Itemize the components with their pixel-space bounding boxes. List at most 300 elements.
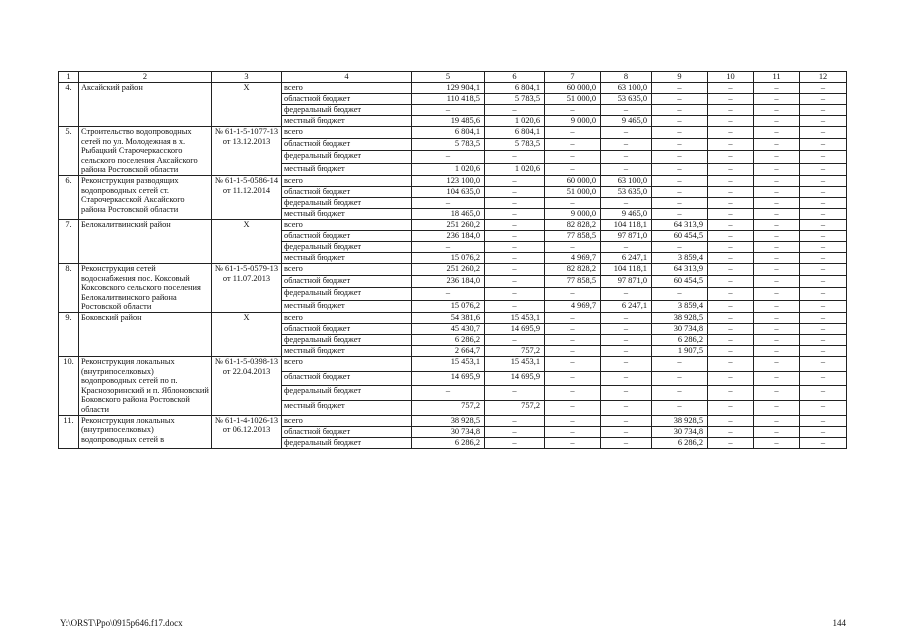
amount-cell: –: [601, 288, 652, 300]
amount-cell: 6 286,2: [652, 437, 708, 448]
amount-cell: 6 804,1: [485, 83, 545, 94]
amount-cell: –: [708, 415, 754, 426]
amount-cell: –: [485, 186, 545, 197]
column-number-header: 7: [545, 72, 601, 83]
amount-cell: –: [754, 116, 800, 127]
amount-cell: 4 969,7: [545, 252, 601, 263]
funding-source: областной бюджет: [282, 426, 412, 437]
amount-cell: 6 286,2: [652, 334, 708, 345]
amount-cell: –: [708, 334, 754, 345]
amount-cell: 63 100,0: [601, 83, 652, 94]
amount-cell: –: [754, 300, 800, 312]
amount-cell: –: [545, 105, 601, 116]
expertise-document: Х: [212, 83, 282, 127]
amount-cell: –: [754, 105, 800, 116]
amount-cell: –: [754, 345, 800, 356]
funding-source: всего: [282, 175, 412, 186]
amount-cell: –: [708, 127, 754, 139]
amount-cell: –: [800, 105, 847, 116]
amount-cell: 54 381,6: [412, 312, 485, 323]
amount-cell: –: [485, 219, 545, 230]
amount-cell: –: [800, 276, 847, 288]
amount-cell: 51 000,0: [545, 186, 601, 197]
row-number: 11.: [59, 415, 79, 448]
amount-cell: 63 100,0: [601, 175, 652, 186]
amount-cell: 236 184,0: [412, 276, 485, 288]
footer-page-number: 144: [832, 618, 846, 628]
amount-cell: –: [601, 163, 652, 175]
row-number: 8.: [59, 263, 79, 312]
amount-cell: –: [800, 186, 847, 197]
amount-cell: 64 313,9: [652, 219, 708, 230]
amount-cell: –: [545, 139, 601, 151]
amount-cell: 77 858,5: [545, 276, 601, 288]
expertise-document: № 61-1-5-0398-13 от 22.04.2013: [212, 356, 282, 415]
amount-cell: –: [800, 415, 847, 426]
amount-cell: –: [800, 127, 847, 139]
amount-cell: –: [485, 241, 545, 252]
amount-cell: 15 076,2: [412, 300, 485, 312]
amount-cell: 15 076,2: [412, 252, 485, 263]
funding-source: всего: [282, 263, 412, 275]
amount-cell: 104 118,1: [601, 263, 652, 275]
amount-cell: –: [708, 197, 754, 208]
amount-cell: –: [485, 208, 545, 219]
funding-source: федеральный бюджет: [282, 151, 412, 163]
amount-cell: 14 695,9: [485, 371, 545, 386]
amount-cell: –: [708, 345, 754, 356]
amount-cell: –: [545, 334, 601, 345]
amount-cell: –: [545, 323, 601, 334]
column-number-header: 8: [601, 72, 652, 83]
amount-cell: 236 184,0: [412, 230, 485, 241]
amount-cell: –: [708, 186, 754, 197]
amount-cell: –: [800, 230, 847, 241]
amount-cell: –: [545, 197, 601, 208]
amount-cell: –: [708, 139, 754, 151]
amount-cell: –: [545, 151, 601, 163]
amount-cell: –: [708, 208, 754, 219]
amount-cell: –: [601, 197, 652, 208]
amount-cell: 6 804,1: [485, 127, 545, 139]
amount-cell: 6 286,2: [412, 437, 485, 448]
amount-cell: 60 454,5: [652, 230, 708, 241]
amount-cell: –: [652, 386, 708, 401]
budget-table: [58, 71, 847, 449]
amount-cell: –: [754, 400, 800, 415]
amount-cell: –: [708, 288, 754, 300]
object-name: Белокалитвинский район: [79, 219, 212, 263]
amount-cell: –: [754, 312, 800, 323]
amount-cell: –: [601, 437, 652, 448]
object-name: Реконструкция локальных (внутрипоселковых) водопроводных сетей в: [79, 415, 212, 448]
funding-source: местный бюджет: [282, 252, 412, 263]
amount-cell: –: [708, 219, 754, 230]
amount-cell: –: [652, 94, 708, 105]
funding-source: федеральный бюджет: [282, 334, 412, 345]
amount-cell: 77 858,5: [545, 230, 601, 241]
funding-source: федеральный бюджет: [282, 288, 412, 300]
expertise-document: № 61-1-5-0586-14 от 11.12.2014: [212, 175, 282, 219]
amount-cell: –: [800, 175, 847, 186]
amount-cell: –: [800, 197, 847, 208]
row-number: 4.: [59, 83, 79, 127]
funding-source: всего: [282, 312, 412, 323]
amount-cell: 110 418,5: [412, 94, 485, 105]
amount-cell: –: [800, 116, 847, 127]
funding-source: федеральный бюджет: [282, 197, 412, 208]
amount-cell: –: [412, 151, 485, 163]
amount-cell: –: [485, 105, 545, 116]
amount-cell: –: [545, 371, 601, 386]
amount-cell: 45 430,7: [412, 323, 485, 334]
amount-cell: 14 695,9: [412, 371, 485, 386]
amount-cell: –: [800, 356, 847, 371]
amount-cell: –: [485, 151, 545, 163]
amount-cell: –: [800, 241, 847, 252]
object-name: Реконструкция разводящих водопроводных сетей ст. Старочеркасской Аксайского района Ростовской области: [79, 175, 212, 219]
amount-cell: 30 734,8: [652, 323, 708, 334]
amount-cell: 82 828,2: [545, 263, 601, 275]
funding-source: областной бюджет: [282, 139, 412, 151]
amount-cell: –: [545, 415, 601, 426]
amount-cell: –: [800, 386, 847, 401]
amount-cell: –: [652, 371, 708, 386]
row-number: 7.: [59, 219, 79, 263]
amount-cell: –: [601, 400, 652, 415]
amount-cell: –: [652, 186, 708, 197]
amount-cell: –: [754, 186, 800, 197]
table-row: [59, 356, 847, 371]
amount-cell: –: [754, 163, 800, 175]
amount-cell: –: [800, 426, 847, 437]
amount-cell: –: [708, 151, 754, 163]
amount-cell: –: [800, 323, 847, 334]
funding-source: федеральный бюджет: [282, 386, 412, 401]
amount-cell: –: [800, 300, 847, 312]
amount-cell: –: [754, 356, 800, 371]
amount-cell: –: [754, 288, 800, 300]
amount-cell: –: [800, 437, 847, 448]
expertise-document: Х: [212, 219, 282, 263]
amount-cell: –: [652, 139, 708, 151]
funding-source: всего: [282, 83, 412, 94]
amount-cell: –: [754, 83, 800, 94]
object-name: Боковский район: [79, 312, 212, 356]
amount-cell: –: [601, 334, 652, 345]
amount-cell: 18 465,0: [412, 208, 485, 219]
amount-cell: –: [800, 345, 847, 356]
amount-cell: –: [708, 371, 754, 386]
funding-source: областной бюджет: [282, 186, 412, 197]
amount-cell: –: [800, 288, 847, 300]
amount-cell: –: [708, 175, 754, 186]
amount-cell: –: [652, 163, 708, 175]
amount-cell: 30 734,8: [652, 426, 708, 437]
amount-cell: –: [652, 175, 708, 186]
amount-cell: –: [708, 263, 754, 275]
amount-cell: –: [708, 312, 754, 323]
amount-cell: –: [545, 127, 601, 139]
row-number: 9.: [59, 312, 79, 356]
amount-cell: –: [708, 116, 754, 127]
funding-source: областной бюджет: [282, 323, 412, 334]
amount-cell: 64 313,9: [652, 263, 708, 275]
amount-cell: 19 485,6: [412, 116, 485, 127]
amount-cell: –: [412, 197, 485, 208]
amount-cell: –: [800, 400, 847, 415]
amount-cell: 38 928,5: [412, 415, 485, 426]
amount-cell: 53 635,0: [601, 186, 652, 197]
amount-cell: –: [485, 276, 545, 288]
funding-source: местный бюджет: [282, 163, 412, 175]
object-name: Реконструкция сетей водоснабжения пос. Коксовый Коксовского сельского поселения Белокалитвинского района Ростовской области: [79, 263, 212, 312]
amount-cell: –: [545, 356, 601, 371]
amount-cell: 1 020,6: [485, 116, 545, 127]
amount-cell: –: [800, 208, 847, 219]
amount-cell: 82 828,2: [545, 219, 601, 230]
amount-cell: –: [754, 426, 800, 437]
amount-cell: –: [485, 263, 545, 275]
amount-cell: 15 453,1: [485, 356, 545, 371]
amount-cell: –: [601, 386, 652, 401]
amount-cell: –: [754, 371, 800, 386]
column-number-header: 9: [652, 72, 708, 83]
expertise-document: Х: [212, 312, 282, 356]
funding-source: всего: [282, 219, 412, 230]
amount-cell: –: [601, 345, 652, 356]
amount-cell: 104 118,1: [601, 219, 652, 230]
amount-cell: –: [754, 219, 800, 230]
amount-cell: –: [800, 219, 847, 230]
amount-cell: 1 907,5: [652, 345, 708, 356]
amount-cell: –: [754, 323, 800, 334]
column-number-header: 4: [282, 72, 412, 83]
amount-cell: 251 260,2: [412, 219, 485, 230]
funding-source: областной бюджет: [282, 230, 412, 241]
amount-cell: 3 859,4: [652, 252, 708, 263]
amount-cell: 60 000,0: [545, 83, 601, 94]
amount-cell: –: [708, 252, 754, 263]
amount-cell: –: [754, 127, 800, 139]
amount-cell: –: [485, 252, 545, 263]
amount-cell: –: [708, 94, 754, 105]
amount-cell: –: [708, 356, 754, 371]
amount-cell: –: [485, 334, 545, 345]
amount-cell: 4 969,7: [545, 300, 601, 312]
amount-cell: 6 247,1: [601, 300, 652, 312]
amount-cell: –: [601, 241, 652, 252]
amount-cell: –: [708, 400, 754, 415]
amount-cell: 9 465,0: [601, 116, 652, 127]
expertise-document: № 61-1-5-0579-13 от 11.07.2013: [212, 263, 282, 312]
amount-cell: –: [601, 312, 652, 323]
amount-cell: –: [652, 241, 708, 252]
funding-source: всего: [282, 127, 412, 139]
amount-cell: –: [754, 241, 800, 252]
amount-cell: –: [708, 300, 754, 312]
funding-source: местный бюджет: [282, 116, 412, 127]
amount-cell: 123 100,0: [412, 175, 485, 186]
amount-cell: 60 000,0: [545, 175, 601, 186]
funding-source: местный бюджет: [282, 208, 412, 219]
column-number-header: 5: [412, 72, 485, 83]
amount-cell: –: [485, 426, 545, 437]
amount-cell: –: [601, 127, 652, 139]
amount-cell: –: [754, 151, 800, 163]
amount-cell: –: [708, 276, 754, 288]
column-number-header: 6: [485, 72, 545, 83]
amount-cell: –: [485, 386, 545, 401]
amount-cell: –: [708, 437, 754, 448]
amount-cell: –: [545, 426, 601, 437]
amount-cell: –: [754, 230, 800, 241]
column-number-header: 12: [800, 72, 847, 83]
object-name: Реконструкция локальных (внутрипоселковых) водопроводных сетей по п. Краснозоринский и п. Яблоновский Боковского района Ростовской области: [79, 356, 212, 415]
amount-cell: –: [601, 415, 652, 426]
amount-cell: –: [708, 230, 754, 241]
amount-cell: –: [754, 276, 800, 288]
amount-cell: –: [545, 345, 601, 356]
amount-cell: –: [485, 175, 545, 186]
amount-cell: –: [601, 371, 652, 386]
amount-cell: –: [545, 400, 601, 415]
amount-cell: 5 783,5: [412, 139, 485, 151]
amount-cell: 2 664,7: [412, 345, 485, 356]
table-row: [59, 175, 847, 186]
amount-cell: –: [708, 386, 754, 401]
funding-source: федеральный бюджет: [282, 241, 412, 252]
amount-cell: 9 000,0: [545, 116, 601, 127]
amount-cell: –: [708, 323, 754, 334]
amount-cell: –: [754, 386, 800, 401]
column-number-header: 3: [212, 72, 282, 83]
amount-cell: –: [708, 105, 754, 116]
amount-cell: 757,2: [412, 400, 485, 415]
amount-cell: –: [485, 230, 545, 241]
amount-cell: –: [485, 288, 545, 300]
amount-cell: –: [754, 415, 800, 426]
table-row: [59, 83, 847, 94]
amount-cell: 5 783,5: [485, 94, 545, 105]
amount-cell: 60 454,5: [652, 276, 708, 288]
table-row: [59, 127, 847, 139]
funding-source: всего: [282, 415, 412, 426]
amount-cell: –: [800, 94, 847, 105]
amount-cell: –: [652, 400, 708, 415]
amount-cell: –: [412, 241, 485, 252]
amount-cell: 6 286,2: [412, 334, 485, 345]
amount-cell: 97 871,0: [601, 276, 652, 288]
amount-cell: 15 453,1: [485, 312, 545, 323]
amount-cell: 38 928,5: [652, 312, 708, 323]
amount-cell: –: [652, 356, 708, 371]
column-number-header: 10: [708, 72, 754, 83]
column-number-header: 2: [79, 72, 212, 83]
amount-cell: –: [601, 151, 652, 163]
table-row: [59, 312, 847, 323]
table-row: [59, 219, 847, 230]
footer-file-path: Y:\ORST\Ppo\0915p646.f17.docx: [60, 618, 183, 628]
amount-cell: –: [652, 127, 708, 139]
row-number: 6.: [59, 175, 79, 219]
object-name: Аксайский район: [79, 83, 212, 127]
amount-cell: –: [754, 208, 800, 219]
amount-cell: –: [800, 163, 847, 175]
amount-cell: –: [800, 371, 847, 386]
funding-source: федеральный бюджет: [282, 437, 412, 448]
amount-cell: 3 859,4: [652, 300, 708, 312]
table-row: [59, 263, 847, 275]
amount-cell: –: [412, 288, 485, 300]
amount-cell: –: [601, 426, 652, 437]
expertise-document: № 61-1-5-1077-13 от 13.12.2013: [212, 127, 282, 176]
amount-cell: –: [652, 197, 708, 208]
amount-cell: –: [754, 334, 800, 345]
amount-cell: –: [545, 241, 601, 252]
amount-cell: 6 247,1: [601, 252, 652, 263]
amount-cell: 757,2: [485, 400, 545, 415]
amount-cell: –: [485, 300, 545, 312]
amount-cell: –: [485, 437, 545, 448]
row-number: 5.: [59, 127, 79, 176]
amount-cell: –: [800, 334, 847, 345]
funding-source: областной бюджет: [282, 94, 412, 105]
amount-cell: –: [754, 252, 800, 263]
funding-source: местный бюджет: [282, 400, 412, 415]
amount-cell: –: [754, 175, 800, 186]
amount-cell: 251 260,2: [412, 263, 485, 275]
amount-cell: 38 928,5: [652, 415, 708, 426]
amount-cell: 1 020,6: [412, 163, 485, 175]
amount-cell: –: [754, 139, 800, 151]
amount-cell: –: [754, 94, 800, 105]
amount-cell: 30 734,8: [412, 426, 485, 437]
amount-cell: –: [800, 263, 847, 275]
amount-cell: –: [754, 437, 800, 448]
amount-cell: –: [412, 105, 485, 116]
amount-cell: 104 635,0: [412, 186, 485, 197]
funding-source: местный бюджет: [282, 345, 412, 356]
amount-cell: –: [800, 252, 847, 263]
amount-cell: –: [601, 356, 652, 371]
amount-cell: –: [485, 415, 545, 426]
amount-cell: –: [412, 386, 485, 401]
table-row: [59, 415, 847, 426]
amount-cell: –: [601, 139, 652, 151]
object-name: Строительство водопроводных сетей по ул. Молодежная в х. Рыбацкий Старочеркасского сельского поселения Аксайского района Ростовской области: [79, 127, 212, 176]
amount-cell: 14 695,9: [485, 323, 545, 334]
amount-cell: –: [800, 83, 847, 94]
amount-cell: –: [545, 288, 601, 300]
amount-cell: –: [708, 241, 754, 252]
amount-cell: –: [754, 197, 800, 208]
amount-cell: 9 465,0: [601, 208, 652, 219]
header-row: [59, 72, 847, 83]
amount-cell: –: [800, 151, 847, 163]
funding-source: местный бюджет: [282, 300, 412, 312]
amount-cell: –: [545, 312, 601, 323]
amount-cell: 129 904,1: [412, 83, 485, 94]
column-number-header: 1: [59, 72, 79, 83]
column-number-header: 11: [754, 72, 800, 83]
amount-cell: 97 871,0: [601, 230, 652, 241]
amount-cell: –: [652, 288, 708, 300]
amount-cell: 1 020,6: [485, 163, 545, 175]
funding-source: всего: [282, 356, 412, 371]
funding-source: федеральный бюджет: [282, 105, 412, 116]
amount-cell: –: [601, 323, 652, 334]
